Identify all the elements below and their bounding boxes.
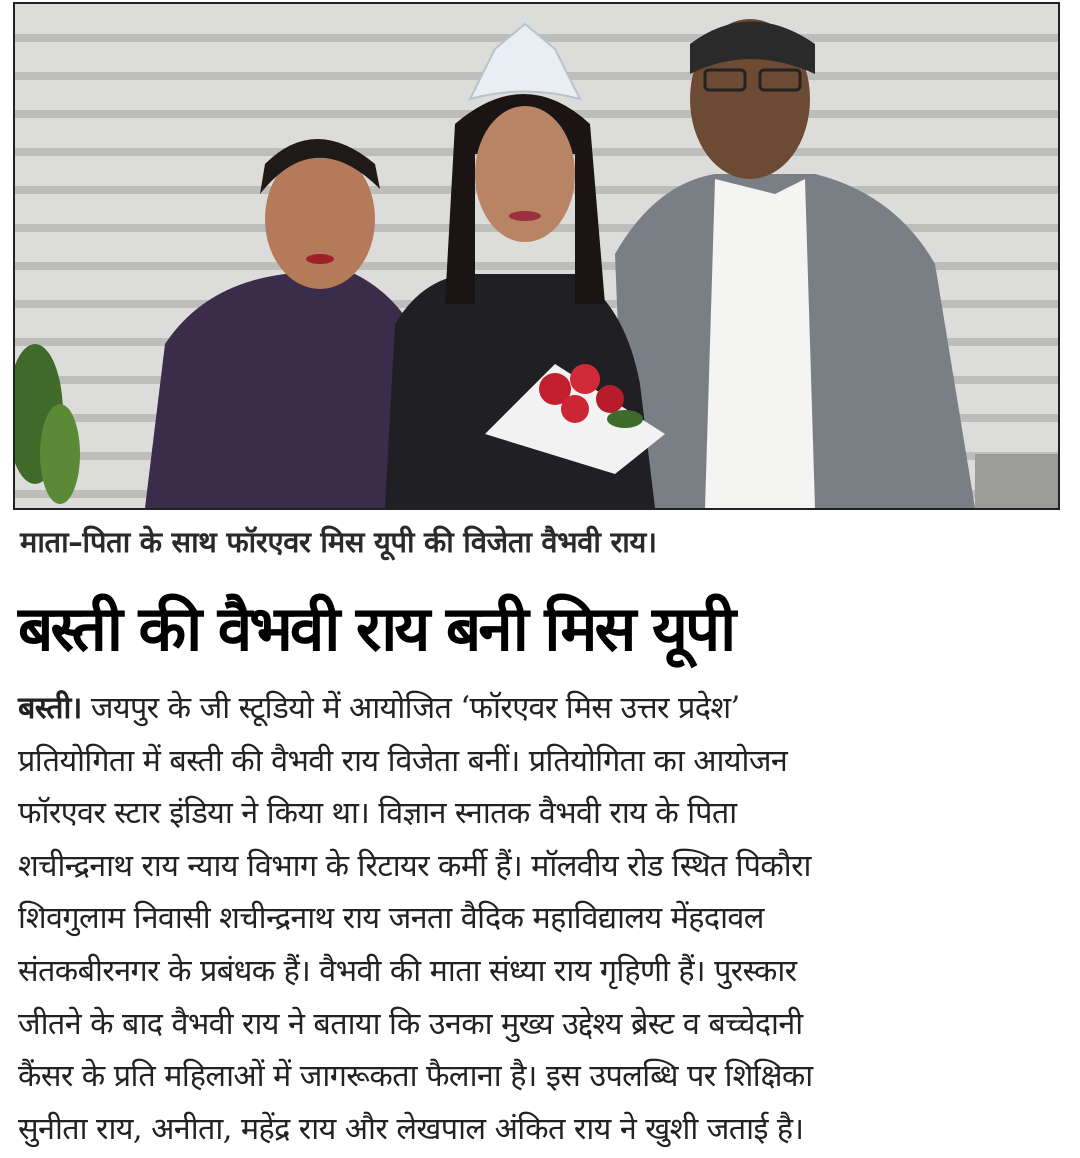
article-line-8: कैंसर के प्रति महिलाओं में जागरूकता फैलाना है। इस उपलब्धि पर शिक्षिका <box>18 1059 813 1095</box>
article-line-5: शिवगुलाम निवासी शचीन्द्रनाथ राय जनता वैदिक महाविद्यालय मेंहदावल <box>18 901 764 937</box>
article-line-2: प्रतियोगिता में बस्ती की वैभवी राय विजेता बनीं। प्रतियोगिता का आयोजन <box>18 743 788 779</box>
article-line-6: संतकबीरनगर के प्रबंधक हैं। वैभवी की माता संध्या राय गृहिणी हैं। पुरस्कार <box>18 953 797 989</box>
article-line-3: फॉरएवर स्टार इंडिया ने किया था। विज्ञान स्नातक वैभवी राय के पिता <box>18 796 737 832</box>
article-line-7: जीतने के बाद वैभवी राय ने बताया कि उनका मुख्य उद्देश्य ब्रेस्ट व बच्चेदानी <box>18 1006 803 1042</box>
article-line-9: सुनीता राय, अनीता, महेंद्र राय और लेखपाल अंकित राय ने खुशी जताई है। <box>18 1111 804 1147</box>
dateline: बस्ती। <box>18 691 82 726</box>
photo-caption: माता–पिता के साथ फॉरएवर मिस यूपी की विजेता वैभवी राय। <box>20 525 657 559</box>
news-photo <box>13 2 1060 510</box>
article-text: जयपुर के जी स्टूडियो में आयोजित ‘फॉरएवर मिस उत्तर प्रदेश’ <box>81 691 740 726</box>
mesh-panel <box>975 454 1058 508</box>
article-line-4: शचीन्द्रनाथ राय न्याय विभाग के रिटायर कर्मी हैं। मॉलवीय रोड स्थित पिकौरा <box>18 848 811 884</box>
headline: बस्ती की वैभवी राय बनी मिस यूपी <box>18 592 734 665</box>
article-body <box>18 683 1068 1156</box>
article-line-1 <box>18 683 1068 736</box>
photo-illustration <box>15 4 1058 508</box>
